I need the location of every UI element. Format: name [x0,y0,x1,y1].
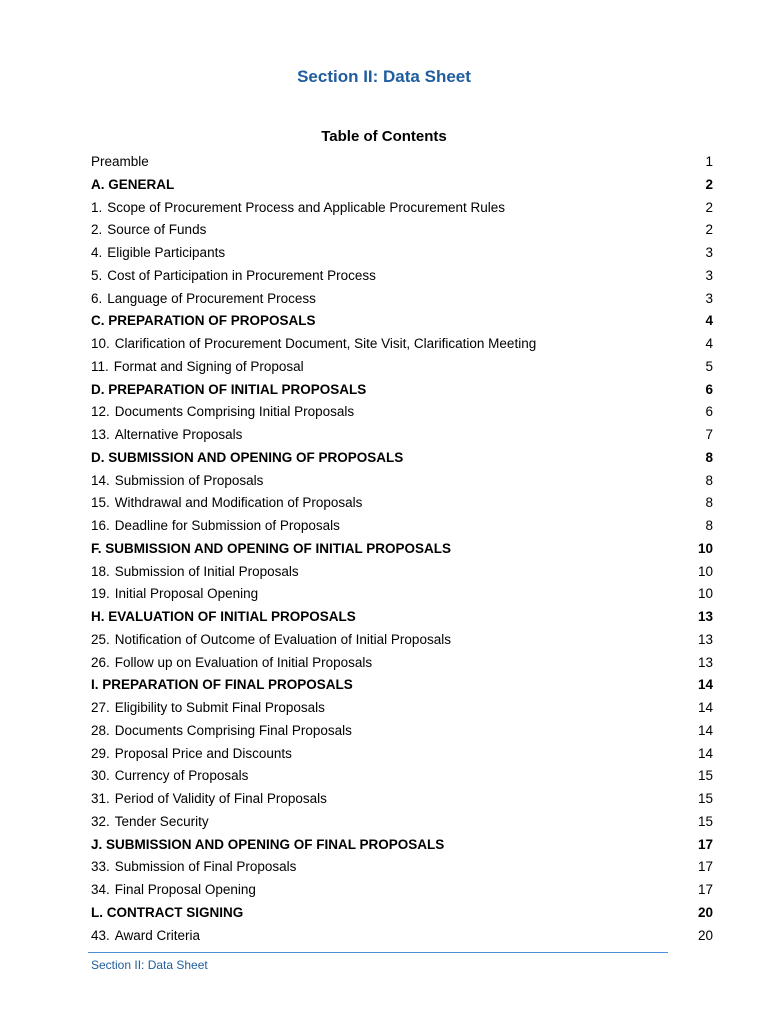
toc-entry-number: 2. [91,222,103,238]
toc-entry-number: 11. [91,358,109,374]
toc-page-number: 8 [705,472,713,488]
toc-entry-label [91,720,352,743]
toc-page-number: 15 [697,813,713,829]
toc-entry[interactable] [91,743,713,766]
toc-entry-text: F. SUBMISSION AND OPENING OF INITIAL PROPOSALS [91,540,452,556]
toc-entry-label [91,515,340,538]
toc-page-number: 2 [705,176,713,192]
toc-entry[interactable] [91,788,713,811]
toc-page-number: 13 [697,654,713,670]
toc-entry[interactable] [91,925,713,948]
toc-entry[interactable] [91,219,713,242]
toc-entry[interactable] [91,151,713,174]
toc-entry-number: 33. [91,859,110,875]
toc-page-number: 14 [697,722,713,738]
toc-entry-label [91,401,354,424]
toc-page-number: 3 [705,290,713,306]
toc-page-number: 3 [705,245,713,260]
toc-entry-text: H. EVALUATION OF INITIAL PROPOSALS [91,609,356,624]
toc-section-heading[interactable] [91,902,713,925]
toc-entry-text: Notification of Outcome of Evaluation of Initial Proposals [114,631,451,647]
toc-entry-text: Cost of Participation in Procurement Process [107,267,376,283]
toc-page-number: 17 [697,836,713,852]
toc-entry-label [91,492,362,515]
toc-entry-label [91,379,366,402]
section-title: Section II: Data Sheet [297,67,471,86]
toc-section-heading[interactable] [91,174,713,197]
toc-entry-number: 28. [91,722,110,738]
toc-entry-label [91,538,451,561]
footer-divider [88,952,668,953]
toc-entry[interactable] [91,765,713,788]
toc-entry[interactable] [91,629,713,652]
toc-entry-number: 29. [91,745,110,761]
toc-entry-text: D. PREPARATION OF INITIAL PROPOSALS [91,381,367,397]
toc-entry[interactable] [91,197,713,220]
toc-entry-label [91,242,225,265]
toc-entry-label [91,356,304,379]
toc-entry[interactable] [91,470,713,493]
toc-entry-text: I. PREPARATION OF FINAL PROPOSALS [91,677,353,693]
toc-entry[interactable] [91,561,713,584]
toc-entry[interactable] [91,333,713,356]
toc-entry-label [91,174,174,197]
toc-entry-text: C. PREPARATION OF PROPOSALS [91,313,316,329]
toc-page-number: 17 [697,882,713,897]
toc-entry-text: Alternative Proposals [114,427,243,442]
toc-entry-text: Submission of Initial Proposals [114,563,299,579]
toc-entry[interactable] [91,492,713,515]
toc-entry-text: Period of Validity of Final Proposals [114,791,327,806]
toc-entry[interactable] [91,515,713,538]
toc-entry[interactable] [91,697,713,720]
toc-page-number: 13 [697,609,713,624]
toc-entry-text: Deadline for Submission of Proposals [114,518,340,533]
toc-entry-number: 32. [91,813,110,829]
toc-entry-number: 26. [91,654,110,670]
toc-page-number: 1 [705,154,713,169]
toc-section-heading[interactable] [91,834,713,857]
toc-entry-text: Final Proposal Opening [114,882,256,897]
toc-page-number: 10 [697,540,713,556]
toc-entry-text: Withdrawal and Modification of Proposals [114,495,363,511]
toc-entry[interactable] [91,811,713,834]
toc-page-number: 8 [705,518,713,533]
toc-page-number: 6 [705,404,713,420]
toc-entry-number: 34. [91,882,110,897]
toc-entry-text: Format and Signing of Proposal [113,358,304,374]
toc-page-number: 4 [705,313,713,329]
toc-page-number: 10 [697,563,713,579]
toc-entry-number: 5. [91,267,103,283]
toc-section-heading[interactable] [91,538,713,561]
toc-entry-label [91,561,299,584]
toc-entry-label [91,310,316,333]
toc-entry-number: 10. [91,336,110,351]
toc-entry-text: Tender Security [114,813,209,829]
toc-entry-text: Eligibility to Submit Final Proposals [114,700,325,715]
toc-entry-text: L. CONTRACT SIGNING [91,904,244,920]
toc-entry-label [91,197,505,220]
toc-entry-text: Eligible Participants [107,245,226,260]
toc-entry-text: Submission of Proposals [114,472,264,488]
toc-page-number: 15 [697,791,713,806]
toc-entry-number: 18. [91,563,110,579]
toc-section-heading[interactable] [91,447,713,470]
toc-entry-label [91,151,149,174]
toc-page-number: 2 [705,199,713,215]
toc-entry-label [91,856,296,879]
toc-entry-text: Submission of Final Proposals [114,859,297,875]
toc-page-number: 14 [697,745,713,761]
toc-page-number: 6 [705,381,713,397]
toc-page-number: 7 [705,427,713,442]
toc-entry-number: 19. [91,586,110,602]
toc-entry[interactable] [91,424,713,447]
toc-page-number: 10 [697,586,713,602]
toc-entry-label [91,606,356,629]
toc-page-number: 3 [705,267,713,283]
toc-entry-label [91,219,206,242]
toc-entry-number: 43. [91,927,110,943]
toc-page-number: 2 [705,222,713,238]
toc-entry[interactable] [91,401,713,424]
toc-entry-text: Initial Proposal Opening [114,586,259,602]
toc-page-number: 14 [697,677,713,693]
toc-entry-number: 31. [91,791,110,806]
toc-page-number: 20 [697,904,713,920]
toc-page-number: 8 [705,449,713,465]
toc-entry-number: 15. [91,495,110,511]
toc-heading: Table of Contents [321,128,447,145]
toc-entry-label [91,629,451,652]
toc-entry-number: 27. [91,700,110,715]
toc-entry-number: 13. [91,427,110,442]
toc-entry-number: 14. [91,472,110,488]
toc-entry-text: Award Criteria [114,927,201,943]
toc-entry-label [91,811,209,834]
toc-entry[interactable] [91,720,713,743]
toc-entry-label [91,583,258,606]
toc-page-number: 20 [697,927,713,943]
toc-entry-label [91,674,353,697]
toc-entry[interactable] [91,583,713,606]
toc-entry-text: Documents Comprising Initial Proposals [114,404,355,420]
toc-page-number: 5 [705,358,713,374]
toc-entry-number: 4. [91,245,103,260]
toc-entry-text: Language of Procurement Process [107,290,316,306]
toc-page-number: 14 [697,700,713,715]
toc-entry-text: Proposal Price and Discounts [114,745,292,761]
toc-entry-text: Source of Funds [107,222,207,238]
toc-entry-label [91,652,372,675]
toc-section-heading[interactable] [91,379,713,402]
toc-section-heading[interactable] [91,606,713,629]
toc-page-number: 8 [705,495,713,511]
toc-entry-number: 25. [91,631,110,647]
toc-page-number: 13 [697,631,713,647]
toc-entry-label [91,743,292,766]
toc-entry-number: 6. [91,290,103,306]
toc-entry-text: Clarification of Procurement Document, Site Visit, Clarification Meeting [114,336,537,351]
footer-text: Section II: Data Sheet [91,958,208,972]
toc-entry-number: 16. [91,518,110,533]
toc-section-heading[interactable] [91,310,713,333]
toc-entry-text: Currency of Proposals [114,768,249,784]
toc-entry-text: A. GENERAL [91,176,175,192]
toc-entry-text: Documents Comprising Final Proposals [114,722,352,738]
toc-entry-number: 30. [91,768,110,784]
toc-entry-text: J. SUBMISSION AND OPENING OF FINAL PROPOSALS [91,836,445,852]
toc-entry[interactable] [91,356,713,379]
toc-entry-label [91,765,248,788]
toc-entry[interactable] [91,242,713,265]
toc-page-number: 15 [697,768,713,784]
toc-entry-text: Preamble [91,154,149,169]
toc-entry-label [91,834,444,857]
toc-entry-label [91,925,200,948]
toc-page-number: 4 [705,336,713,351]
toc-list [91,151,713,947]
toc-entry[interactable] [91,265,713,288]
toc-entry[interactable] [91,856,713,879]
toc-entry-label [91,424,242,447]
toc-entry-label [91,265,376,288]
toc-entry-label [91,470,263,493]
toc-entry-text: D. SUBMISSION AND OPENING OF PROPOSALS [91,449,404,465]
toc-entry-label [91,288,316,311]
toc-entry-text: Follow up on Evaluation of Initial Proposals [114,654,373,670]
toc-entry-label [91,697,325,720]
toc-entry-label [91,447,403,470]
toc-entry[interactable] [91,879,713,902]
toc-entry[interactable] [91,288,713,311]
toc-section-heading[interactable] [91,674,713,697]
toc-entry-number: 12. [91,404,110,420]
toc-entry-label [91,333,536,356]
toc-entry-label [91,879,256,902]
toc-entry-label [91,788,327,811]
toc-page-number: 17 [697,859,713,875]
toc-entry-number: 1. [91,199,103,215]
toc-entry-text: Scope of Procurement Process and Applicable Procurement Rules [107,199,505,215]
toc-entry-label [91,902,243,925]
toc-entry[interactable] [91,652,713,675]
